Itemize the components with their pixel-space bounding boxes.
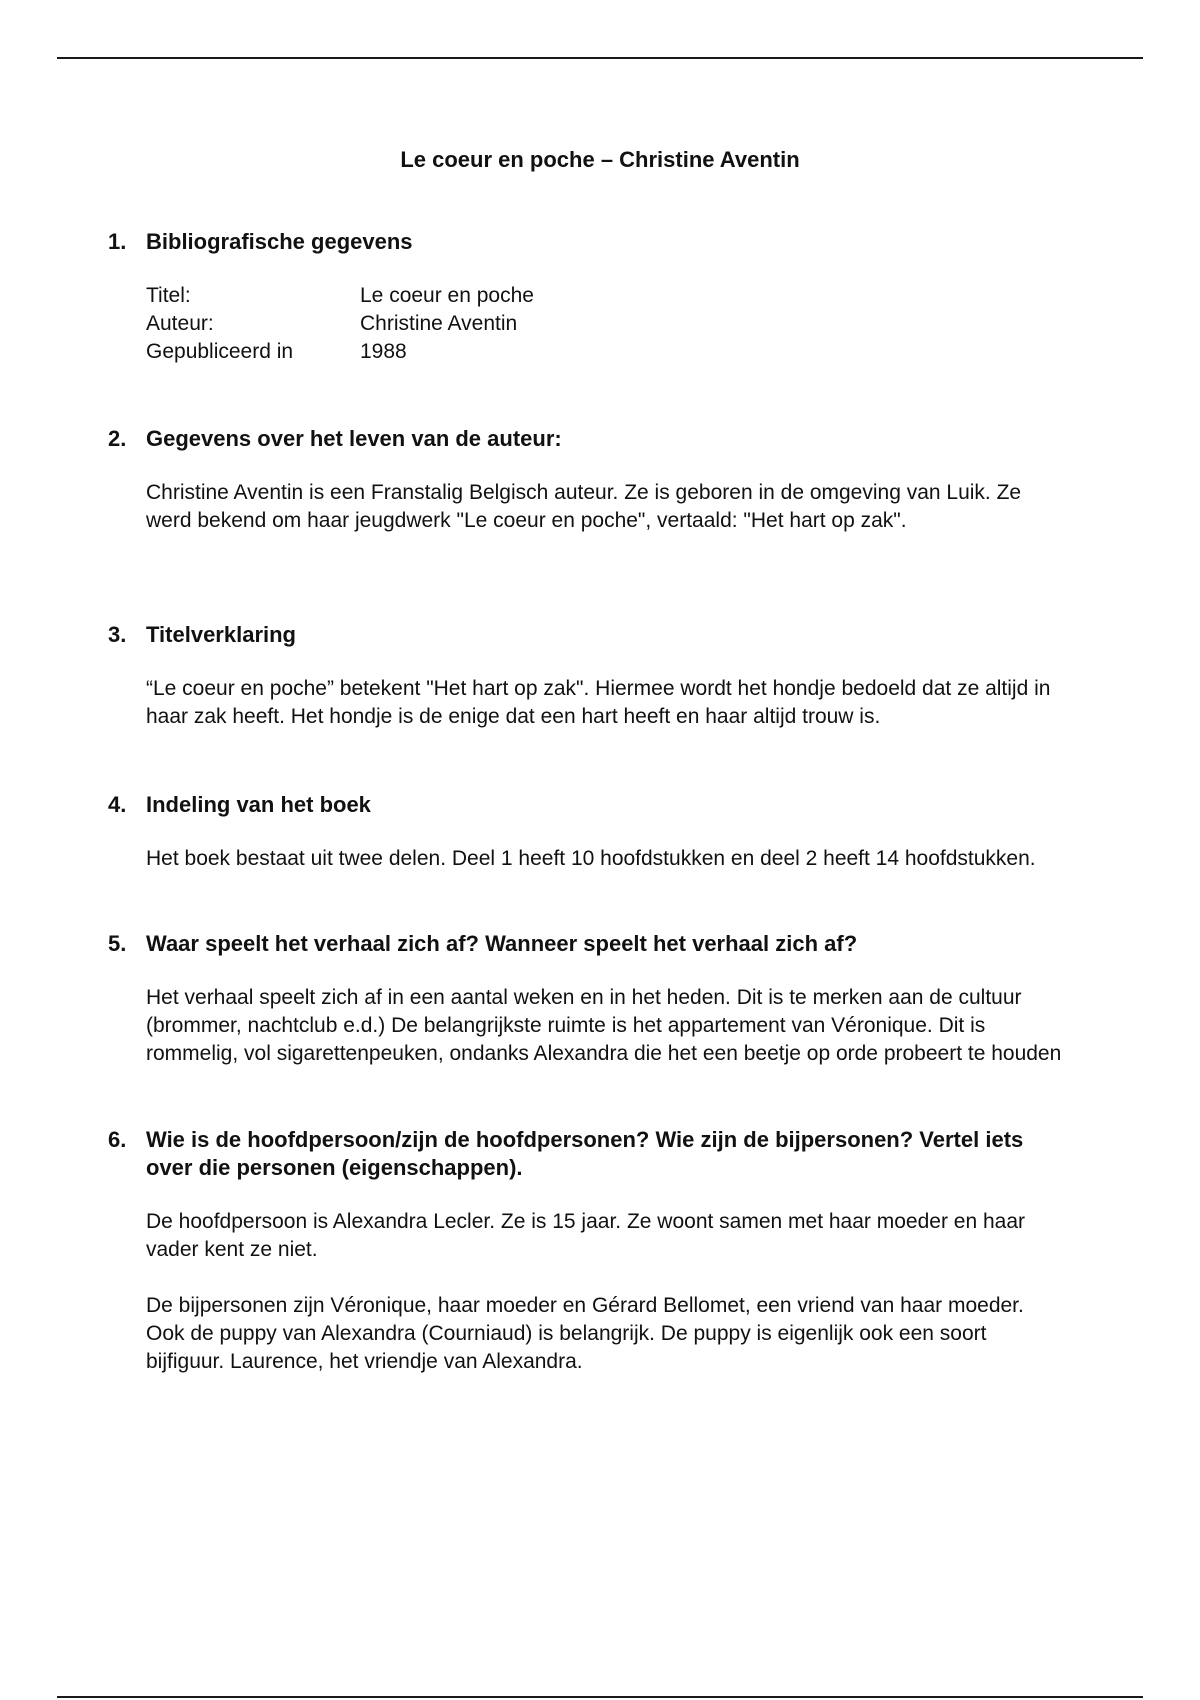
paragraph: Het boek bestaat uit twee delen. Deel 1 heeft 10 hoofdstukken en deel 2 heeft 14 hoofdstukken. xyxy=(146,847,1036,870)
section-heading xyxy=(108,621,1068,649)
section-title: Indeling van het boek xyxy=(146,792,371,817)
section-title: Waar speelt het verhaal zich af? Wanneer speelt het verhaal zich af? xyxy=(146,931,858,956)
section-title: Titelverklaring xyxy=(146,622,296,647)
section-number: 5. xyxy=(108,931,127,956)
biblio-row-title xyxy=(146,282,1066,310)
section-body xyxy=(146,845,1066,873)
section-title: Bibliografische gegevens xyxy=(146,229,413,254)
bibliographic-details xyxy=(146,282,1066,366)
section-titelverklaring xyxy=(108,621,1068,731)
section-heading xyxy=(108,930,1068,958)
section-title: Gegevens over het leven van de auteur: xyxy=(146,426,562,451)
paragraph: Christine Aventin is een Franstalig Belgisch auteur. Ze is geboren in de omgeving van Luik. Ze werd bekend om haar jeugdwerk "Le coeur en poche", vertaald: "Het hart op zak". xyxy=(146,481,1022,532)
section-setting xyxy=(108,930,1068,1068)
biblio-label: Titel: xyxy=(146,284,191,307)
paragraph: Het verhaal speelt zich af in een aantal weken en in het heden. Dit is te merken aan de cultuur (brommer, nachtclub e.d.) De belangrijkste ruimte is het appartement van Véronique. Dit is rommelig, vol sigarettenpeuken, ondanks Alexandra die het een beetje op orde probeert te houden xyxy=(146,986,1062,1065)
biblio-label: Auteur: xyxy=(146,312,214,335)
section-author-life xyxy=(108,425,1068,535)
section-title: Wie is de hoofdpersoon/zijn de hoofdpersonen? Wie zijn de bijpersonen? Vertel iets over die personen (eigenschappen). xyxy=(146,1127,1024,1180)
section-heading xyxy=(108,791,1068,819)
section-body xyxy=(146,1208,1066,1376)
biblio-label: Gepubliceerd in xyxy=(146,340,294,363)
section-heading xyxy=(108,228,1068,256)
document-title: Le coeur en poche – Christine Aventin xyxy=(400,147,800,172)
section-number: 4. xyxy=(108,792,127,817)
section-heading xyxy=(108,425,1068,453)
section-number: 2. xyxy=(108,426,127,451)
section-body xyxy=(146,479,1066,535)
paragraph: “Le coeur en poche” betekent "Het hart op zak". Hiermee wordt het hondje bedoeld dat ze altijd in haar zak heeft. Het hondje is de enige dat een hart heeft en haar altijd trouw is. xyxy=(146,677,1051,728)
paragraph: De bijpersonen zijn Véronique, haar moeder en Gérard Bellomet, een vriend van haar moeder. Ook de puppy van Alexandra (Courniaud) is belangrijk. De puppy is eigenlijk ook een soort bijfiguur. Laurence, het vriendje van Alexandra. xyxy=(146,1294,1024,1373)
biblio-value: Christine Aventin xyxy=(360,312,518,335)
biblio-value: Le coeur en poche xyxy=(360,284,534,307)
biblio-row-published xyxy=(146,338,1066,366)
section-number: 1. xyxy=(108,229,127,254)
paragraph: De hoofdpersoon is Alexandra Lecler. Ze is 15 jaar. Ze woont samen met haar moeder en haar vader kent ze niet. xyxy=(146,1210,1026,1261)
section-characters xyxy=(108,1126,1068,1376)
bottom-rule xyxy=(57,1696,1143,1698)
section-number: 6. xyxy=(108,1127,127,1152)
section-number: 3. xyxy=(108,622,127,647)
section-bibliografische-gegevens xyxy=(108,228,1068,366)
section-body xyxy=(146,675,1066,731)
section-body xyxy=(146,984,1066,1068)
section-indeling xyxy=(108,791,1068,873)
biblio-row-author xyxy=(146,310,1066,338)
section-heading xyxy=(108,1126,1068,1182)
biblio-value: 1988 xyxy=(360,340,407,363)
top-rule xyxy=(57,57,1143,59)
